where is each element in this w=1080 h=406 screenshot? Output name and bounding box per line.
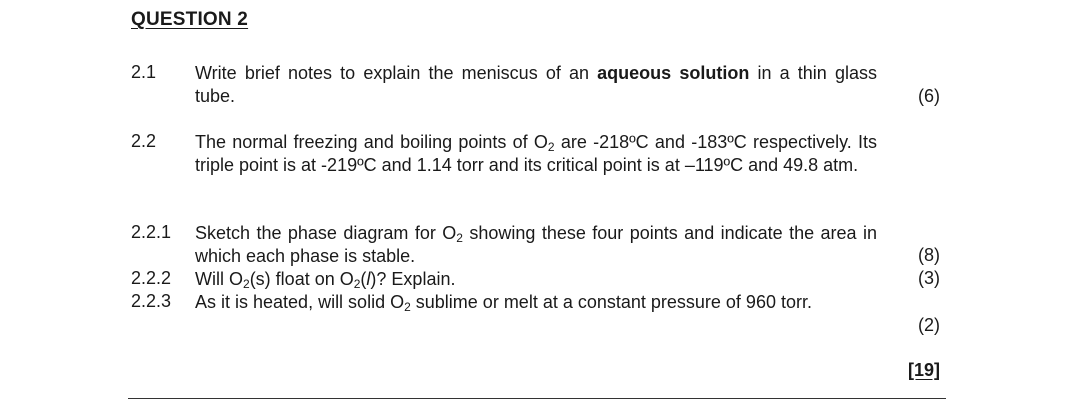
question-heading: QUESTION 2 <box>131 9 249 30</box>
marks-2-2-3: (2) <box>918 315 940 335</box>
question-number-2-1: 2.1 <box>131 62 157 82</box>
question-number-2-2-2: 2.2.2 <box>131 268 172 288</box>
marks-2-2-1: (8) <box>918 245 940 265</box>
total-marks: [19] <box>907 360 940 380</box>
marks-2-1: (6) <box>918 86 940 106</box>
question-text-2-2: The normal freezing and boiling points of $O_2$ are -218ºC and -183ºC respectively. Its triple point is at -219ºC and 1.14 torr and its critical point is at –119ºC and 49.8 atm. <box>195 132 877 175</box>
bold-term: aqueous solution <box>597 63 750 83</box>
marks-2-2-2: (3) <box>918 268 940 288</box>
question-number-2-2-3: 2.2.3 <box>131 291 172 311</box>
question-text-2-2-3: As it is heated, will solid $O_2$ sublime or melt at a constant pressure of 960 torr. <box>195 292 812 314</box>
question-text-2-1: Write brief notes to explain the meniscus of an aqueous solution in a thin glass tube. <box>195 63 877 106</box>
question-number-2-2: 2.2 <box>131 131 157 151</box>
bottom-divider <box>128 398 946 399</box>
question-number-2-2-1: 2.2.1 <box>131 222 172 242</box>
question-text-2-2-2: Will $O_2(s)$ float on $O_2(l)$? Explain. <box>195 269 456 291</box>
question-text-2-2-1: Sketch the phase diagram for $O_2$ showing these four points and indicate the area in which each phase is stable. <box>195 223 877 266</box>
